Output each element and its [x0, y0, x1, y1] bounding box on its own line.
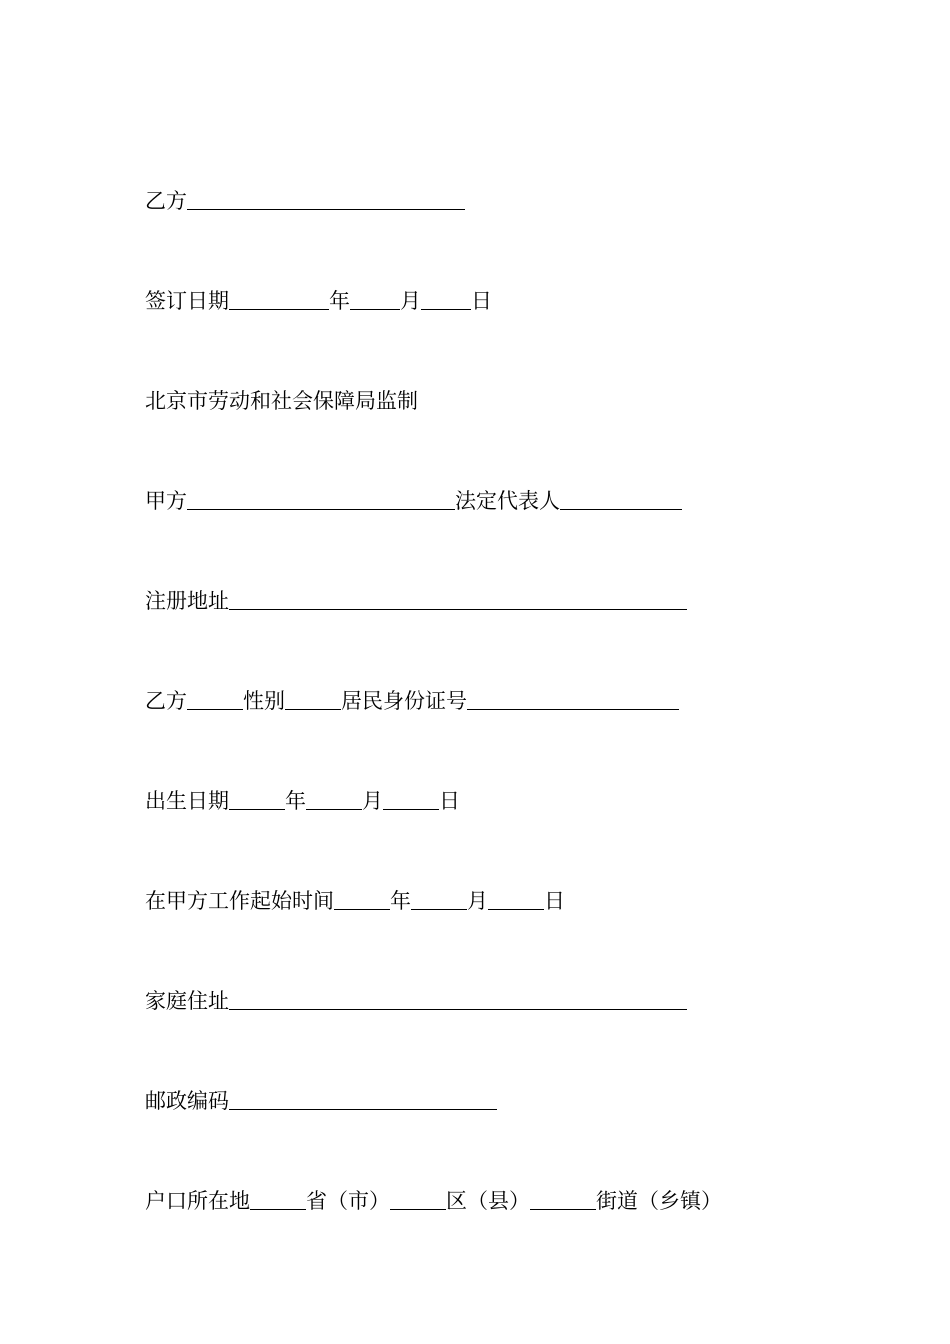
legal-rep-label: 法定代表人: [455, 489, 560, 513]
party-a-line: [145, 483, 682, 513]
birth-month-blank[interactable]: [306, 789, 362, 810]
party-b-name-blank[interactable]: [187, 689, 243, 710]
district-label: 区（县）: [446, 1189, 530, 1213]
home-address-line: [145, 983, 687, 1013]
birth-year-label: 年: [285, 789, 306, 813]
birth-day-blank[interactable]: [383, 789, 439, 810]
work-year-label: 年: [390, 889, 411, 913]
street-label: 街道（乡镇）: [596, 1189, 722, 1213]
street-blank[interactable]: [530, 1189, 596, 1210]
reg-address-line: [145, 583, 687, 613]
reg-address-blank[interactable]: [229, 589, 687, 610]
sign-day-label: 日: [471, 289, 492, 313]
work-day-label: 日: [544, 889, 565, 913]
work-month-blank[interactable]: [411, 889, 467, 910]
gender-label: 性别: [243, 689, 285, 713]
home-address-label: 家庭住址: [145, 989, 229, 1013]
party-b-label: 乙方: [145, 189, 187, 213]
sign-month-label: 月: [400, 289, 421, 313]
party-b-info-label: 乙方: [145, 689, 187, 713]
district-blank[interactable]: [390, 1189, 446, 1210]
work-start-label: 在甲方工作起始时间: [145, 889, 334, 913]
postcode-label: 邮政编码: [145, 1089, 229, 1113]
sign-day-blank[interactable]: [421, 289, 471, 310]
hukou-line: [145, 1183, 722, 1213]
home-address-blank[interactable]: [229, 989, 687, 1010]
birth-date-line: [145, 783, 460, 813]
birth-month-label: 月: [362, 789, 383, 813]
hukou-label: 户口所在地: [145, 1189, 250, 1213]
party-a-label: 甲方: [145, 489, 187, 513]
work-start-line: [145, 883, 565, 913]
sign-month-blank[interactable]: [350, 289, 400, 310]
legal-rep-blank[interactable]: [560, 489, 682, 510]
postcode-blank[interactable]: [229, 1089, 497, 1110]
supervisor-line: [145, 383, 418, 413]
sign-year-label: 年: [329, 289, 350, 313]
birth-day-label: 日: [439, 789, 460, 813]
id-number-label: 居民身份证号: [341, 689, 467, 713]
reg-address-label: 注册地址: [145, 589, 229, 613]
birth-date-label: 出生日期: [145, 789, 229, 813]
supervisor-text: 北京市劳动和社会保障局监制: [145, 389, 418, 413]
postcode-line: [145, 1083, 497, 1113]
gender-blank[interactable]: [285, 689, 341, 710]
party-b-line: [145, 183, 465, 213]
sign-date-line: [145, 283, 492, 313]
party-b-blank[interactable]: [187, 189, 465, 210]
party-a-blank[interactable]: [187, 489, 455, 510]
party-b-info-line: [145, 683, 679, 713]
province-label: 省（市）: [306, 1189, 390, 1213]
id-number-blank[interactable]: [467, 689, 679, 710]
birth-year-blank[interactable]: [229, 789, 285, 810]
work-day-blank[interactable]: [488, 889, 544, 910]
work-month-label: 月: [467, 889, 488, 913]
work-year-blank[interactable]: [334, 889, 390, 910]
sign-year-blank[interactable]: [229, 289, 329, 310]
province-blank[interactable]: [250, 1189, 306, 1210]
sign-date-label: 签订日期: [145, 289, 229, 313]
